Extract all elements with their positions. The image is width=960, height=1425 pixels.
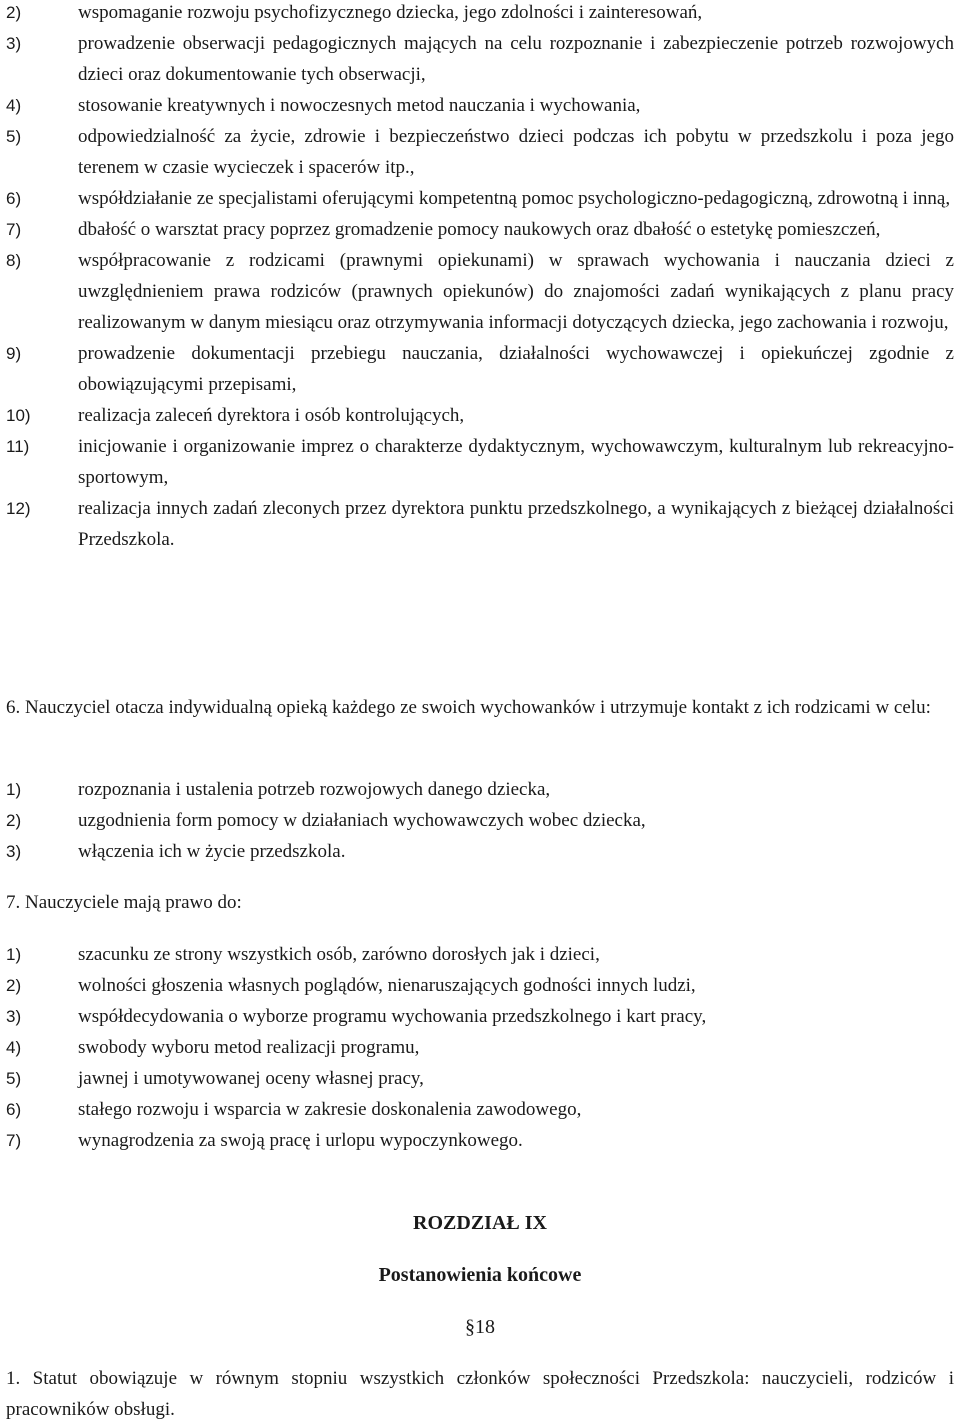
list-item: 2) uzgodnienia form pomocy w działaniach wychowawczych wobec dziecka, <box>6 810 646 831</box>
chapter-heading: ROZDZIAŁ IX <box>413 1212 547 1234</box>
list-item: 9) prowadzenie dokumentacji przebiegu nauczania, działalności wychowawczej i opiekuńczej zgodnie z obowiązującymi przepisami, <box>6 343 954 395</box>
teacher-rights-list <box>6 939 954 1156</box>
list-item: 3) współdecydowania o wyborze programu wychowania przedszkolnego i kart pracy, <box>6 1006 707 1027</box>
list-item: 4) swobody wyboru metod realizacji programu, <box>6 1037 420 1058</box>
duties-list <box>6 0 954 555</box>
list-item: 5) jawnej i umotywowanej oceny własnej pracy, <box>6 1068 424 1089</box>
list-item: 2) wspomaganie rozwoju psychofizycznego dziecka, jego zdolności i zainteresowań, <box>6 2 703 23</box>
list-item: 6) stałego rozwoju i wsparcia w zakresie doskonalenia zawodowego, <box>6 1099 582 1120</box>
list-item: 7) dbałość o warsztat pracy poprzez gromadzenie pomocy naukowych oraz dbałość o estetykę pomieszczeń, <box>6 219 881 240</box>
list-item: 5) odpowiedzialność za życie, zdrowie i bezpieczeństwo dzieci podczas ich pobytu w przedszkolu i poza jego terenem w czasie wycieczek i spacerów itp., <box>6 126 954 178</box>
list-item: 8) współpracowanie z rodzicami (prawnymi opiekunami) w sprawach wychowania i nauczania dzieci z uwzględnieniem prawa rodziców (prawnych opiekunów) do znajomości zadań wynikających z planu pracy realizowanym w danym miesiącu oraz otrzymywania informacji dotyczących dziecka, jego zachowania i rozwoju, <box>6 250 954 333</box>
list-item: 6) współdziałanie ze specjalistami oferującymi kompetentną pomoc psychologiczno-pedagogiczną, zdrowotną i inną, <box>6 188 951 209</box>
list-item: 1) rozpoznania i ustalenia potrzeb rozwojowych danego dziecka, <box>6 779 551 800</box>
section-number: §18 <box>465 1316 495 1338</box>
list-item: 3) włączenia ich w życie przedszkola. <box>6 841 346 862</box>
list-item: 12) realizacja innych zadań zleconych przez dyrektora punktu przedszkolnego, a wynikających z bieżącej działalności Przedszkola. <box>6 498 954 550</box>
chapter-title: Postanowienia końcowe <box>378 1264 582 1286</box>
list-item: 1) szacunku ze strony wszystkich osób, zarówno dorosłych jak i dzieci, <box>6 944 600 965</box>
list-item: 2) wolności głoszenia własnych poglądów, nienaruszających godności innych ludzi, <box>6 975 696 996</box>
list-item: 10) realizacja zaleceń dyrektora i osób kontrolujących, <box>6 405 465 426</box>
list-item: 4) stosowanie kreatywnych i nowoczesnych metod nauczania i wychowania, <box>6 95 641 116</box>
paragraph-final: 1. Statut obowiązuje w równym stopniu wszystkich członków społeczności Przedszkola: nauczycieli, rodziców i pracowników obsługi. <box>6 1368 954 1420</box>
care-goals-list <box>6 774 954 867</box>
list-item: 11) inicjowanie i organizowanie imprez o charakterze dydaktycznym, wychowawczym, kulturalnym lub rekreacyjno-sportowym, <box>6 436 954 488</box>
list-item: 7) wynagrodzenia za swoją pracę i urlopu wypoczynkowego. <box>6 1130 523 1151</box>
paragraph-7: 7. Nauczyciele mają prawo do: <box>6 892 242 913</box>
list-item: 3) prowadzenie obserwacji pedagogicznych mających na celu rozpoznanie i zabezpieczenie potrzeb rozwojowych dzieci oraz dokumentowanie tych obserwacji, <box>6 33 954 85</box>
paragraph-6: 6. Nauczyciel otacza indywidualną opieką każdego ze swoich wychowanków i utrzymuje kontakt z ich rodzicami w celu: <box>6 697 931 718</box>
